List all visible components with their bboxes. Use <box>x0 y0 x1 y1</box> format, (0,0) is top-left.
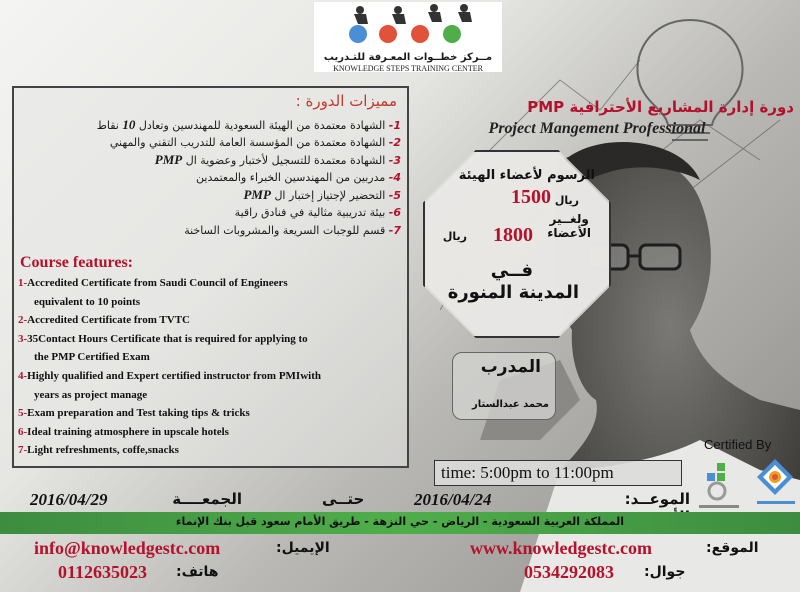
mobile-value[interactable]: 0534292083 <box>524 562 614 582</box>
arabic-feature-text: التحضير لإجتياز إختبار ال <box>274 189 386 203</box>
english-feature-number: 4- <box>18 369 28 382</box>
arabic-feature-text: الشهادة معتمدة من الهيئة السعودية للمهندسين وتعادل <box>138 119 386 132</box>
arabic-feature-item <box>16 134 401 152</box>
members-fee-currency: ريال <box>554 194 579 207</box>
english-features-list <box>18 274 408 460</box>
address-bar <box>0 512 800 534</box>
website-label: الموقع: <box>706 540 759 556</box>
english-feature-text: 35Contact Hours Certificate that is required for applying to <box>27 332 308 345</box>
arabic-feature-number: 2- <box>388 135 401 149</box>
english-feature-number: 2- <box>18 314 28 327</box>
time-range: time: 5:00pm to 11:00pm <box>434 460 682 486</box>
english-feature-line <box>18 441 408 460</box>
arabic-feature-item <box>16 151 401 169</box>
logo-english-name: KNOWLEDGE STEPS TRAINING CENTER <box>333 64 483 73</box>
end-day: الجمعــــة <box>172 490 242 508</box>
arabic-feature-number: 1- <box>388 119 401 132</box>
arabic-feature-item <box>16 222 401 240</box>
others-fee-label-line2: الأعضاء <box>547 226 591 240</box>
others-fee-label-line1: ولغــير <box>549 212 589 226</box>
features-panel <box>12 86 409 468</box>
arabic-feature-number: 3- <box>388 154 401 168</box>
trainer-box <box>452 352 556 420</box>
certified-by-label: Certified By <box>704 437 772 452</box>
english-feature-text: Light refreshments, coffe,snacks <box>27 444 179 457</box>
trainer-name: محمد عبدالستار <box>471 399 549 410</box>
arabic-feature-item <box>16 116 401 134</box>
arabic-feature-number: 7- <box>388 223 401 237</box>
english-feature-line <box>18 386 408 405</box>
course-title-arabic: دورة إدارة المشاريع الأحترافية PMP <box>527 98 794 116</box>
english-feature-text: equivalent to 10 points <box>34 295 141 308</box>
arabic-feature-highlight: PMP <box>154 152 183 168</box>
english-feature-line <box>18 330 408 349</box>
arabic-feature-highlight: 10 <box>122 117 136 132</box>
english-feature-text: years as project manage <box>34 388 148 401</box>
appointment-label: الموعــد: <box>624 490 690 508</box>
english-feature-number: 6- <box>18 425 28 438</box>
contact-row-web-email <box>0 538 800 562</box>
english-feature-text: Highly qualified and Expert certified instructor from PMIwith <box>27 369 321 382</box>
arabic-feature-text: مدربين من المهندسين الخبراء والمعتمدين <box>196 170 386 184</box>
english-feature-text: the PMP Certified Exam <box>34 351 150 364</box>
fees-octagon <box>423 150 611 338</box>
email-label: الإيميل: <box>276 540 330 556</box>
others-fee-currency: ريال <box>442 230 467 243</box>
english-feature-line <box>18 293 408 312</box>
course-title-english: Project Mangement Professional <box>488 120 706 137</box>
arabic-feature-item <box>16 204 401 222</box>
english-feature-number: 5- <box>18 407 28 420</box>
english-feature-line <box>18 311 408 330</box>
logo <box>314 2 502 72</box>
members-fee-label: الرسوم لأعضاء الهيئة <box>458 168 595 183</box>
arabic-feature-highlight: PMP <box>243 187 271 203</box>
mobile-label: جوال: <box>644 564 686 580</box>
english-feature-text: Exam preparation and Test taking tips & tricks <box>27 407 250 420</box>
arabic-feature-number: 4- <box>388 170 401 184</box>
arabic-feature-text: قسم للوجبات السريعة والمشروبات الساخنة <box>184 223 386 237</box>
arabic-feature-text: الشهادة معتمدة للتسجيل لأختبار وعضوية ال <box>185 154 386 168</box>
others-fee-price: 1800 <box>493 224 533 246</box>
arabic-feature-number: 5- <box>388 189 401 203</box>
date-row <box>0 490 800 512</box>
english-feature-number: 7- <box>18 444 28 457</box>
english-feature-text: Accredited Certificate from Saudi Council of Engineers <box>27 277 288 289</box>
phone-label: هاتف: <box>176 564 219 580</box>
phone-value[interactable]: 0112635023 <box>58 562 148 582</box>
arabic-features-list <box>16 116 401 239</box>
english-feature-text: Ideal training atmosphere in upscale hotels <box>27 425 229 438</box>
english-feature-line <box>18 404 408 423</box>
start-date: 2016/04/24 <box>414 490 492 509</box>
english-features-title: Course features: <box>20 254 134 271</box>
english-feature-line <box>18 367 408 386</box>
arabic-feature-text: بيئة تدريبية مثالية في فنادق راقية <box>234 205 386 219</box>
email-value[interactable]: info@knowledgestc.com <box>34 538 221 558</box>
website-value[interactable]: www.knowledgestc.com <box>470 538 652 558</box>
english-feature-number: 3- <box>18 332 28 345</box>
arabic-feature-number: 6- <box>388 205 401 219</box>
location-in: فــي <box>490 260 533 281</box>
contact-row-phones <box>0 562 800 586</box>
logo-arabic-name: مــركز خطــوات المعـرفة للتـدريب <box>323 52 493 63</box>
address-text: المملكة العربية السعودية - الرياض - حي النزهة - طريق الأمام سعود قبل بنك الإنماء <box>175 515 625 528</box>
english-feature-line <box>18 274 408 293</box>
arabic-feature-tail: نقاط <box>96 119 119 132</box>
arabic-feature-text: الشهادة معتمدة من المؤسسة العامة للتدريب التقني والمهني <box>109 135 386 149</box>
until-label: حتــى <box>322 490 365 508</box>
others-fee-label <box>547 212 591 240</box>
logo-runners-icon <box>314 2 502 52</box>
arabic-feature-item <box>16 169 401 187</box>
english-feature-line <box>18 423 408 442</box>
arabic-features-title: مميزات الدورة : <box>295 92 397 110</box>
trainer-label: المدرب <box>480 357 541 377</box>
members-fee-price: 1500 <box>511 186 551 208</box>
location-city: المدينة المنورة <box>447 282 579 303</box>
english-feature-number: 1- <box>18 277 28 289</box>
end-date: 2016/04/29 <box>30 490 108 509</box>
english-feature-text: Accredited Certificate from TVTC <box>27 314 190 327</box>
english-feature-line <box>18 348 408 367</box>
arabic-feature-item <box>16 186 401 204</box>
